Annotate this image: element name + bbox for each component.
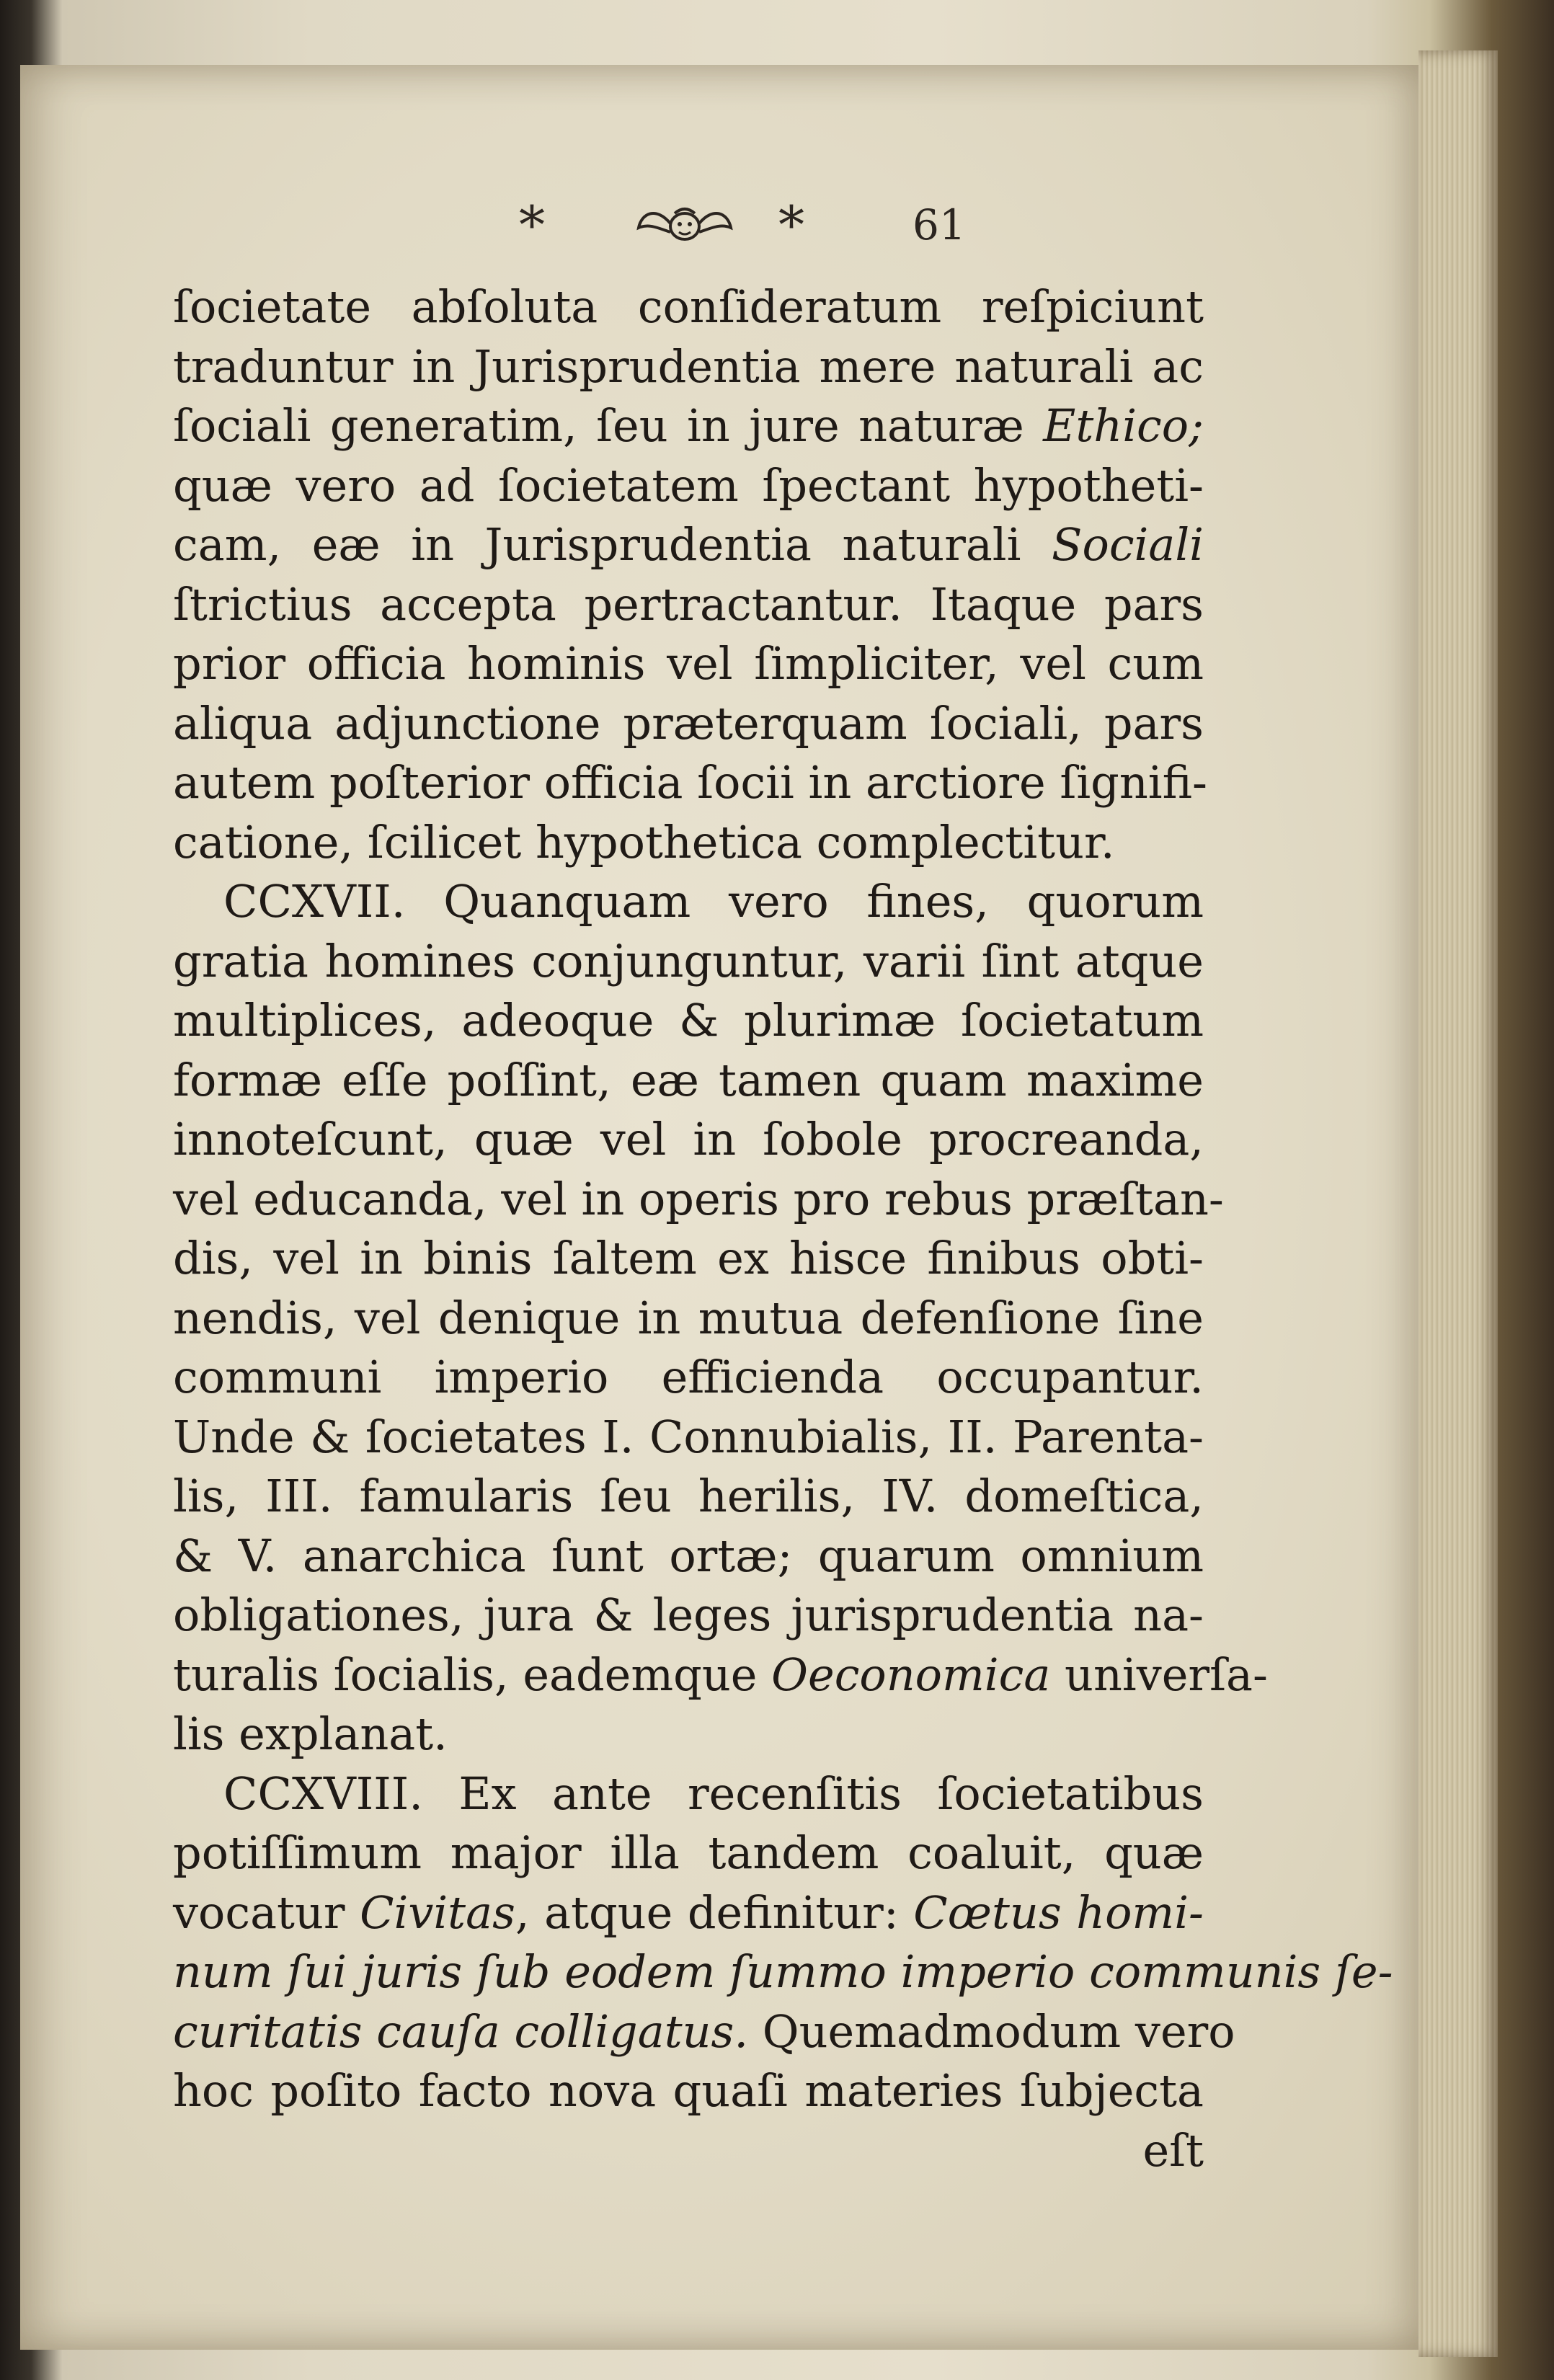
text-span: formæ eſſe poſſint, eæ tamen quam maxime [173,1053,1204,1106]
winged-head-ornament-icon [634,192,735,257]
text-line [173,932,1204,992]
text-span: nendis, vel denique in mutua defenſione ſine [173,1291,1204,1344]
text-span: quæ vero ad ſocietatem ſpectant hypotheti- [173,458,1204,512]
text-line [173,277,1204,337]
star-ornament-icon: * [519,195,545,255]
italic-text: Oeconomica [771,1648,1051,1701]
text-span: hoc poſito facto nova quaſi materies ſubjecta [173,2064,1204,2117]
page-header [497,189,1189,268]
italic-text: Cœtus homi- [913,1886,1204,1939]
text-span: , atque definitur: [515,1886,914,1939]
text-line [173,575,1204,635]
text-line [173,456,1204,516]
page-number: 61 [913,200,966,249]
text-span: innoteſcunt, quæ vel in ſobole procreanda, [173,1113,1204,1165]
text-span: turalis ſocialis, eademque [173,1648,772,1701]
text-span: dis, vel in binis ſaltem ex hisce finibus obti- [173,1232,1204,1284]
italic-text: num ſui juris ſub eodem ſummo imperio communis ſe- [173,1945,1393,1998]
text-line [173,1408,1204,1467]
text-line [173,1229,1204,1289]
text-span: vel educanda, vel in operis pro rebus præſtan- [173,1172,1224,1225]
italic-text: Civitas [360,1886,515,1939]
text-line [173,1586,1204,1646]
text-span: ſociali generatim, ſeu in jure naturæ [173,399,1044,452]
text-line [173,1527,1204,1586]
text-line [173,1348,1204,1408]
star-ornament-icon: * [778,195,804,255]
text-span: ſtrictius accepta pertractantur. Itaque pars [173,577,1204,631]
text-span: obligationes, jura & leges jurisprudentia na- [173,1589,1204,1641]
text-span: ſocietate abſoluta conſideratum reſpiciunt [173,280,1204,333]
text-line [173,337,1204,397]
text-line [173,1051,1204,1111]
text-span: potiſſimum major illa tandem coaluit, quæ [173,1826,1204,1879]
text-line [173,634,1204,694]
text-span: aliqua adjunctione præterquam ſociali, pars [173,696,1204,750]
text-span: lis, III. famularis ſeu herilis, IV. domeſtica, [173,1470,1204,1522]
text-line [173,1110,1204,1170]
text-line [173,2002,1235,2062]
italic-text: Ethico; [1043,399,1204,452]
body-text [173,277,1393,2180]
text-line [173,396,1204,456]
text-line [173,813,1204,873]
text-line [173,1942,1393,2002]
text-span: autem poſterior officia ſocii in arctiore ſignifi- [173,756,1207,809]
text-span: CCXVIII. Ex ante recenſitis ſocietatibus [223,1767,1204,1820]
text-span: multiplices, adeoque & plurimæ ſocietatum [173,994,1204,1047]
page-edges [1418,50,1498,2357]
italic-text: curitatis cauſa colligatus. [173,2004,749,2058]
text-line [173,1764,1204,1824]
text-span: prior officia hominis vel ſimpliciter, vel cum [173,637,1204,690]
text-span: eſt [1142,2123,1204,2177]
text-line [173,1467,1204,1527]
text-span: gratia homines conjunguntur, varii ſint atque [173,934,1204,987]
text-span: cam, eæ in Jurisprudentia naturali [173,518,1052,571]
text-span: & V. anarchica ſunt ortæ; quarum omnium [173,1529,1204,1582]
text-span: Quemadmodum vero [748,2004,1235,2058]
text-span: communi imperio efficienda occupantur. [173,1351,1204,1403]
text-span: CCXVII. Quanquam vero fines, quorum [223,875,1204,928]
text-line [173,1170,1224,1230]
text-span: catione, ſcilicet hypothetica complectitur. [173,815,1115,869]
text-span: vocatur [173,1886,360,1939]
text-line [173,2061,1204,2121]
text-line [173,872,1204,932]
text-span: Unde & ſocietates I. Connubialis, II. Parenta- [173,1410,1204,1463]
italic-text: Sociali [1052,518,1204,571]
text-line [173,1705,1204,1764]
text-span: lis explanat. [173,1708,448,1760]
text-line [173,2121,1204,2181]
text-line [173,694,1204,754]
text-span: traduntur in Jurisprudentia mere naturali ac [173,339,1204,393]
text-line [173,1883,1204,1943]
text-line [173,753,1207,813]
text-line [173,991,1204,1051]
text-span: univerſa- [1050,1648,1268,1701]
text-line [173,1824,1204,1883]
text-line [173,1289,1204,1349]
text-line [173,1646,1268,1705]
text-line [173,515,1204,575]
